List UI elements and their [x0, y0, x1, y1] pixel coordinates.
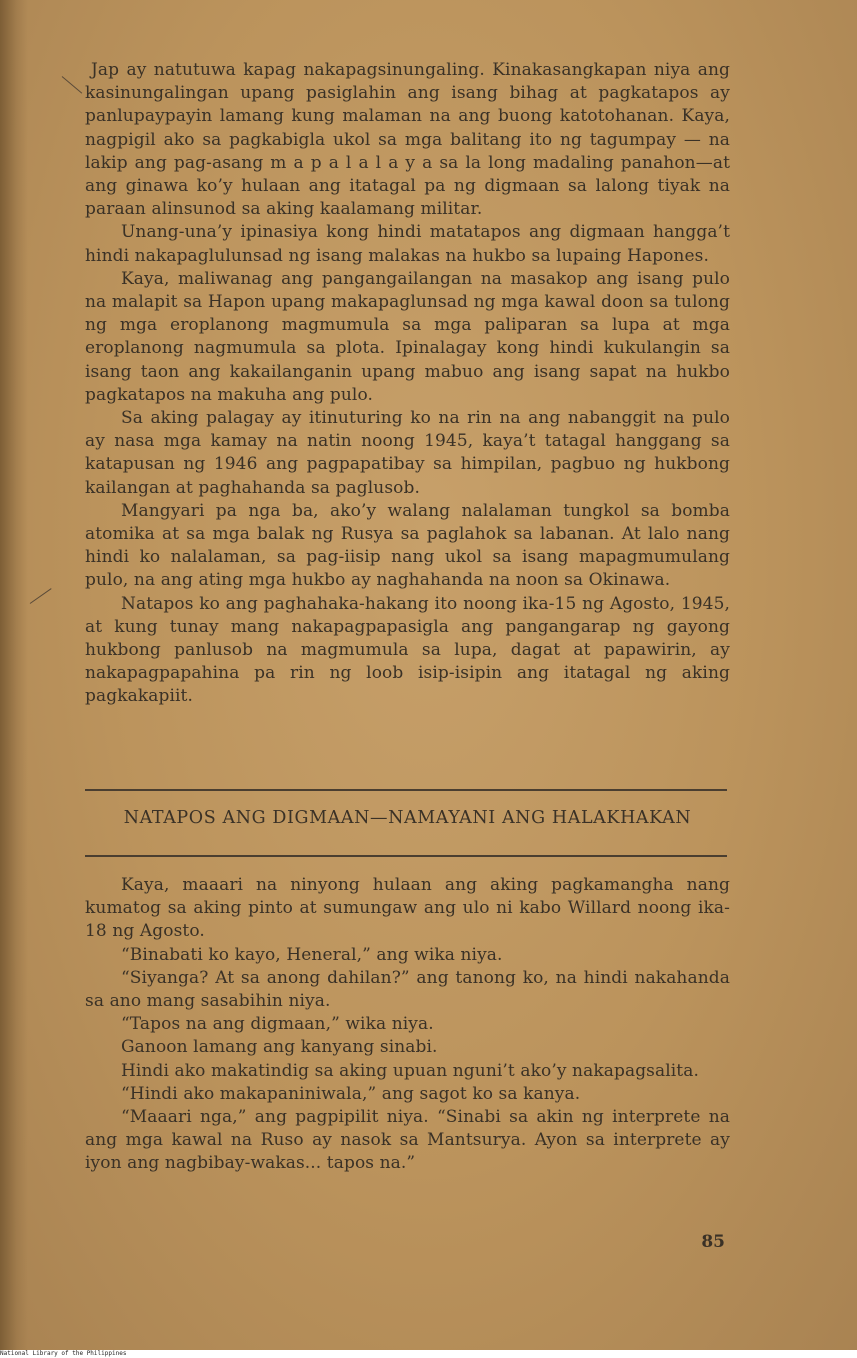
paragraph: “Hindi ako makapaniniwala,” ang sagot ko sa kanya. — [121, 1083, 581, 1104]
library-watermark: National Library of the Philippines — [0, 1350, 127, 1357]
page-number: 85 — [701, 1232, 725, 1252]
paragraph: Natapos ko ang paghahaka-hakang ito noong ika-15 ng Agosto, 1945, at kung tunay mang nakapagpapasigla ang pangangarap ng gayong hukbong panlusob na magmumula sa lupa, dagat at papawirin, ay nakapagpapahina pa rin ng loob isip-isipin ang itatagal ng aking pagkakapiit. — [85, 593, 730, 707]
section-rule-top — [85, 789, 727, 791]
paragraph: “Binabati ko kayo, Heneral,” ang wika niya. — [121, 944, 503, 965]
paragraph: Sa aking palagay ay itinuturing ko na rin na ang nabanggit na pulo ay nasa mga kamay na natin noong 1945, kaya’t tatagal hanggang sa katapusan ng 1946 ang pagpapatibay sa himpilan, pagbuo ng hukbong kailangan at paghahanda sa paglusob. — [85, 408, 730, 498]
paragraph: Unang-una’y ipinasiya kong hindi matatapos ang digmaan hangga’t hindi nakapaglulunsad ng isang malakas na hukbo sa lupaing Hapones. — [85, 222, 730, 266]
paragraph: Hindi ako makatindig sa aking upuan nguni’t ako’y nakapagsalita. — [121, 1060, 699, 1081]
paragraph: “Siyanga? At sa anong dahilan?” ang tanong ko, na hindi nakahanda sa ano mang sasabihin niya. — [85, 967, 730, 1012]
pencil-mark-top — [62, 76, 83, 93]
paragraph: Mangyari pa nga ba, ako’y walang nalalaman tungkol sa bomba atomika at sa mga balak ng Rusya sa paglahok sa labanan. At lalo nang hindi ko nalalaman, sa pag-iisip nang ukol sa isang mapagmumulang pulo, na ang ating mga hukbo ay naghahanda na noon sa Okinawa. — [85, 500, 730, 591]
body-text-bottom — [85, 874, 730, 1176]
section-heading: NATAPOS ANG DIGMAAN—NAMAYANI ANG HALAKHAKAN — [123, 808, 692, 828]
paragraph: “Maaari nga,” ang pagpipilit niya. “Sinabi sa akin ng interprete na ang mga kawal na Ruso ay nasok sa Mantsurya. Ayon sa interprete ay iyon ang nagbibay-wakas... tapos na.” — [85, 1107, 730, 1174]
paragraph: Kaya, maaari na ninyong hulaan ang aking pagkamangha nang kumatog sa aking pinto at sumungaw ang ulo ni kabo Willard noong ika-18 ng Agosto. — [85, 875, 730, 942]
paragraph: “Tapos na ang digmaan,” wika niya. — [121, 1014, 434, 1035]
paragraph: Jap ay natutuwa kapag nakapagsinungaling. Kinakasangkapan niya ang kasinungalingan upang pasiglahin ang isang bihag at pagkatapos ay panlupaypayin lamang kung malaman na ang buong katotohanan. Kaya, nagpigil ako sa pagkabigla ukol sa mga balitang ito ng tagumpay — na lakip ang pag-asang m a p a l a l a y a sa la long madaling panahon—at ang ginawa ko’y hulaan ang itatagal pa ng digmaan sa lalong tiyak na paraan alinsunod sa aking kaalamang militar. — [85, 60, 730, 220]
paragraph: Ganoon lamang ang kanyang sinabi. — [121, 1037, 438, 1058]
footer-strip — [0, 1350, 857, 1358]
pencil-mark-margin — [30, 588, 52, 604]
section-rule-bottom — [85, 855, 727, 857]
paragraph: Kaya, maliwanag ang pangangailangan na masakop ang isang pulo na malapit sa Hapon upang makapaglunsad ng mga kawal doon sa tulong ng mga eroplanong magmumula sa mga paliparan sa lupa at mga eroplanong nagmumula sa plota. Ipinalagay kong hindi kukulangin sa isang taon ang kakailanganin upang mabuo ang isang sapat na hukbo pagkatapos na makuha ang pulo. — [85, 268, 730, 405]
body-text-top — [85, 59, 730, 709]
